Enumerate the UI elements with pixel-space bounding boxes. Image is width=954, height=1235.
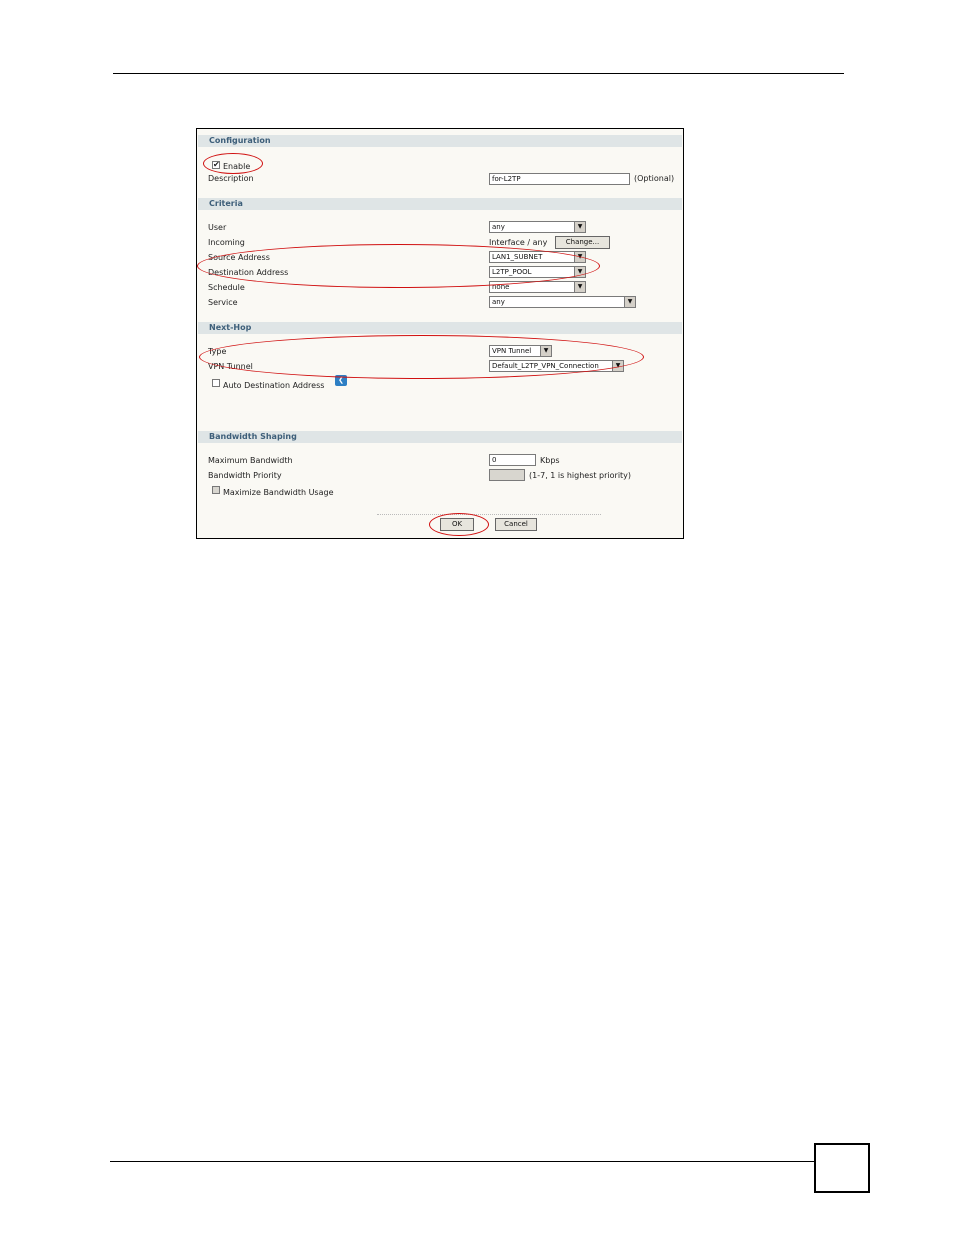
vpn-tunnel-label: VPN Tunnel xyxy=(208,362,253,371)
bandwidth-priority-field[interactable] xyxy=(489,469,525,481)
configuration-heading: Configuration xyxy=(198,135,682,147)
incoming-value: Interface / any xyxy=(489,238,548,247)
bandwidth-shaping-heading: Bandwidth Shaping xyxy=(198,431,682,443)
type-label: Type xyxy=(208,347,227,356)
criteria-heading: Criteria xyxy=(198,198,682,210)
next-hop-highlight-oval xyxy=(199,335,644,379)
description-field[interactable]: for-L2TP xyxy=(489,173,630,185)
chevron-down-icon: ▼ xyxy=(624,297,635,307)
vpn-tunnel-value: Default_L2TP_VPN_Connection xyxy=(492,362,599,370)
destination-address-label: Destination Address xyxy=(208,268,289,277)
auto-destination-checkbox[interactable] xyxy=(212,379,220,387)
user-label: User xyxy=(208,223,227,232)
service-label: Service xyxy=(208,298,238,307)
source-address-label: Source Address xyxy=(208,253,270,262)
type-value: VPN Tunnel xyxy=(492,347,532,355)
auto-destination-label: Auto Destination Address xyxy=(223,381,325,390)
change-incoming-button[interactable]: Change... xyxy=(555,236,610,249)
policy-route-edit-panel xyxy=(196,128,684,539)
page-number-box xyxy=(814,1143,870,1193)
cancel-button[interactable]: Cancel xyxy=(495,518,537,531)
chevron-down-icon: ▼ xyxy=(574,282,585,292)
optional-note: (Optional) xyxy=(634,174,675,183)
incoming-label: Incoming xyxy=(208,238,245,247)
destination-address-value: L2TP_POOL xyxy=(492,268,532,276)
chevron-down-icon: ▼ xyxy=(574,252,585,262)
header-rule xyxy=(113,73,844,74)
chevron-down-icon: ▼ xyxy=(574,267,585,277)
enable-checkbox[interactable]: ✔ xyxy=(213,160,220,169)
bandwidth-priority-label: Bandwidth Priority xyxy=(208,471,282,480)
chevron-down-icon: ▼ xyxy=(574,222,585,232)
enable-label: Enable xyxy=(223,162,251,171)
source-address-value: LAN1_SUBNET xyxy=(492,253,543,261)
bandwidth-unit: Kbps xyxy=(540,456,560,465)
maximum-bandwidth-label: Maximum Bandwidth xyxy=(208,456,293,465)
address-highlight-oval xyxy=(197,244,600,288)
ok-button[interactable]: OK xyxy=(440,518,474,531)
chevron-down-icon: ▼ xyxy=(540,346,551,356)
service-value: any xyxy=(492,298,505,306)
user-select[interactable] xyxy=(489,221,586,233)
maximize-bandwidth-checkbox[interactable] xyxy=(212,486,220,494)
description-label: Description xyxy=(208,174,254,183)
help-icon[interactable]: ❮ xyxy=(335,375,347,386)
ok-highlight-oval xyxy=(429,513,489,536)
user-select-value: any xyxy=(492,223,505,231)
chevron-down-icon: ▼ xyxy=(612,361,623,371)
schedule-label: Schedule xyxy=(208,283,245,292)
next-hop-heading: Next-Hop xyxy=(198,322,682,334)
footer-rule xyxy=(110,1161,814,1162)
bandwidth-priority-note: (1-7, 1 is highest priority) xyxy=(529,471,632,480)
maximum-bandwidth-field[interactable]: 0 xyxy=(489,454,536,466)
schedule-value: none xyxy=(492,283,510,291)
maximize-bandwidth-label: Maximize Bandwidth Usage xyxy=(223,488,334,497)
service-select[interactable] xyxy=(489,296,636,308)
enable-highlight-oval xyxy=(203,153,263,174)
button-divider xyxy=(377,514,601,515)
